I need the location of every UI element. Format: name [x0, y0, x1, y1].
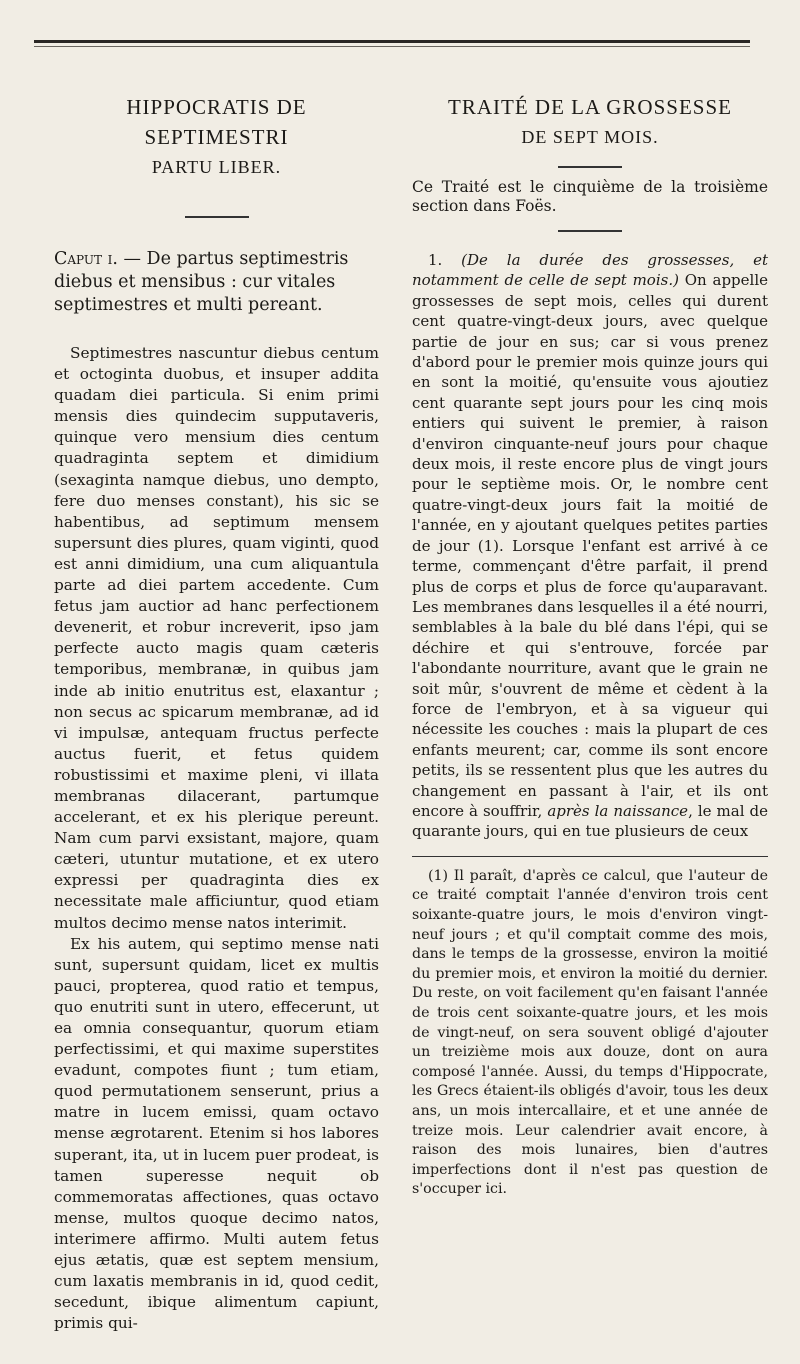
- footnote-rule: [412, 856, 768, 857]
- left-column-latin: [54, 92, 379, 1334]
- caput-text: — De partus septimestris diebus et mensibus : cur vitales septimestres et multi pereant.: [54, 249, 349, 315]
- paragraph-tail: , le mal de quarante jours, qui en tue plusieurs de ceux: [412, 801, 768, 841]
- paragraph-number: 1.: [428, 251, 462, 269]
- latin-title: HIPPOCRATIS DE SEPTIMESTRI: [126, 95, 307, 149]
- latin-paragraph-2: Ex his autem, qui septimo mense nati sunt, supersunt quidam, licet ex multis pauci, propterea, quod ratio et tempus, quo enutriti sunt in utero, effecerunt, ut ea omnia consequantur, quorum etiam perfectissimi, et qui maxime superstites evadunt, compotes fiunt ; tum etiam, quod permutationem senserunt, prius a matre in lucem emissi, quam octavo mense ægrotarent. Etenim si hos labores superant, ita, ut in lucem puer prodeat, is tamen superesse nequit ob commemoratas affectiones, quas octavo mense, multos quoque decimo natos, interimere affirmo. Multi autem fetus ejus ætatis, quæ est septem mensium, cum laxatis membranis in id, quod cedit, secedunt, ibique alimentum capiunt, primis qui-: [54, 934, 379, 1333]
- latin-subtitle: PARTU LIBER.: [151, 157, 282, 177]
- paragraph-lead-italic: (De la durée des grossesses, et notamment de celle de sept mois.): [412, 251, 768, 290]
- caput-heading: [54, 248, 379, 317]
- paragraph-body: On appelle grossesses de sept mois, celles qui durent cent quatre-vingt-deux jours, avec quelque partie de jour en sus; car si vous prenez d'abord pour le premier mois quinze jours qui en sont la moitié, qu'ensuite vous ajoutiez cent quarante sept jours pour les cinq mois entiers qui suivent le premier, à raison d'environ cinquante-neuf jours pour chaque deux mois, il reste encore plus de vingt jours pour le septième mois. Or, le nombre cent quatre-vingt-deux jours fait la moitié de l'année, en y ajoutant quelques petites parties de jour (1). Lorsque l'enfant est arrivé à ce terme, commençant d'être parfait, il prend plus de corps et plus de force qu'auparavant. Les membranes dans lesquelles il a été nourri, semblables à la bale du blé dans l'épi, qui se déchire et qui s'entrouve, forcée par l'abondante nourriture, avant que le grain ne soit mûr, s'ouvrent de même et cèdent à la force de l'embryon, et à sa vigueur qui nécessite les couches : mais la plupart de ces enfants meurent; car, comme ils sont encore petits, ils se ressentent plus que les autres du changement en passant à l'air, et ils ont encore à souffrir,: [412, 271, 769, 820]
- paragraph-italic-phrase: après la naissance: [547, 801, 689, 820]
- footnote: (1) Il paraît, d'après ce calcul, que l'auteur de ce traité comptait l'année d'environ trois cent soixante-quatre jours, le mois d'environ vingt-neuf jours ; et qu'il comptait comme des mois, dans le temps de la grossesse, environ la moitié du premier mois, et environ la moitié du dernier. Du reste, on voit facilement qu'en faisant l'année de trois cent soixante-quatre jours, et les mois de vingt-neuf, on sera souvent obligé d'ajouter un treizième mois aux douze, dont on aura composé l'année. Aussi, du temps d'Hippocrate, les Grecs étaient-ils obligés d'avoir, tous les deux ans, un mois intercallaire, et et une année de treize mois. Leur calendrier avait encore, à raison des mois lunaires, bien d'autres imperfections dont il n'est pas question de s'occuper ici.: [412, 867, 768, 1198]
- caput-label: Caput i.: [54, 249, 118, 269]
- latin-title-rule: [185, 216, 249, 218]
- french-subtitle: DE SEPT MOIS.: [521, 127, 659, 147]
- french-title-rule: [558, 166, 622, 168]
- top-rule: [34, 40, 750, 43]
- french-intro-rule: [558, 230, 622, 232]
- top-rule-thin: [34, 46, 750, 47]
- latin-paragraph-1: Septimestres nascuntur diebus centum et octoginta duobus, et insuper addita quadam diei particula. Si enim primi mensis dies quindecim supputaveris, quinque vero mensium dies centum quadraginta septem et dimidium (sexaginta namque diebus, uno dempto, fere duo menses constant), his sic se habentibus, ad septimum mensem supersunt dies plures, quam viginti, quod est anni dimidium, una cum aliquantula parte ad diei partem accedente. Cum fetus jam auctior ad hanc perfectionem devenerit, et robur increverit, ipso jam perfecte aucto magis quam cæteris temporibus, membranæ, in quibus jam inde ab initio enutritus est, elaxantur ; non secus ac spicarum membranæ, ad id vi impulsæ, antequam fructus perfecte auctus fuerit, et fetus quidem robustissimi et maxime pleni, vi illata membranas dilacerant, partumque accelerant, et ex his plerique pereunt. Nam cum parvi exsistant, majore, quam cæteri, utuntur mutatione, et ex utero expressi per quadraginta dies ex necessitate male afficiuntur, quod etiam multos decimo mense natos interimit.: [54, 344, 379, 932]
- french-title: TRAITÉ DE LA GROSSESSE: [448, 95, 732, 119]
- french-intro-note: Ce Traité est le cinquième de la troisième section dans Foës.: [412, 178, 768, 215]
- right-column-french: [412, 92, 768, 1200]
- french-paragraph-1: [412, 250, 768, 842]
